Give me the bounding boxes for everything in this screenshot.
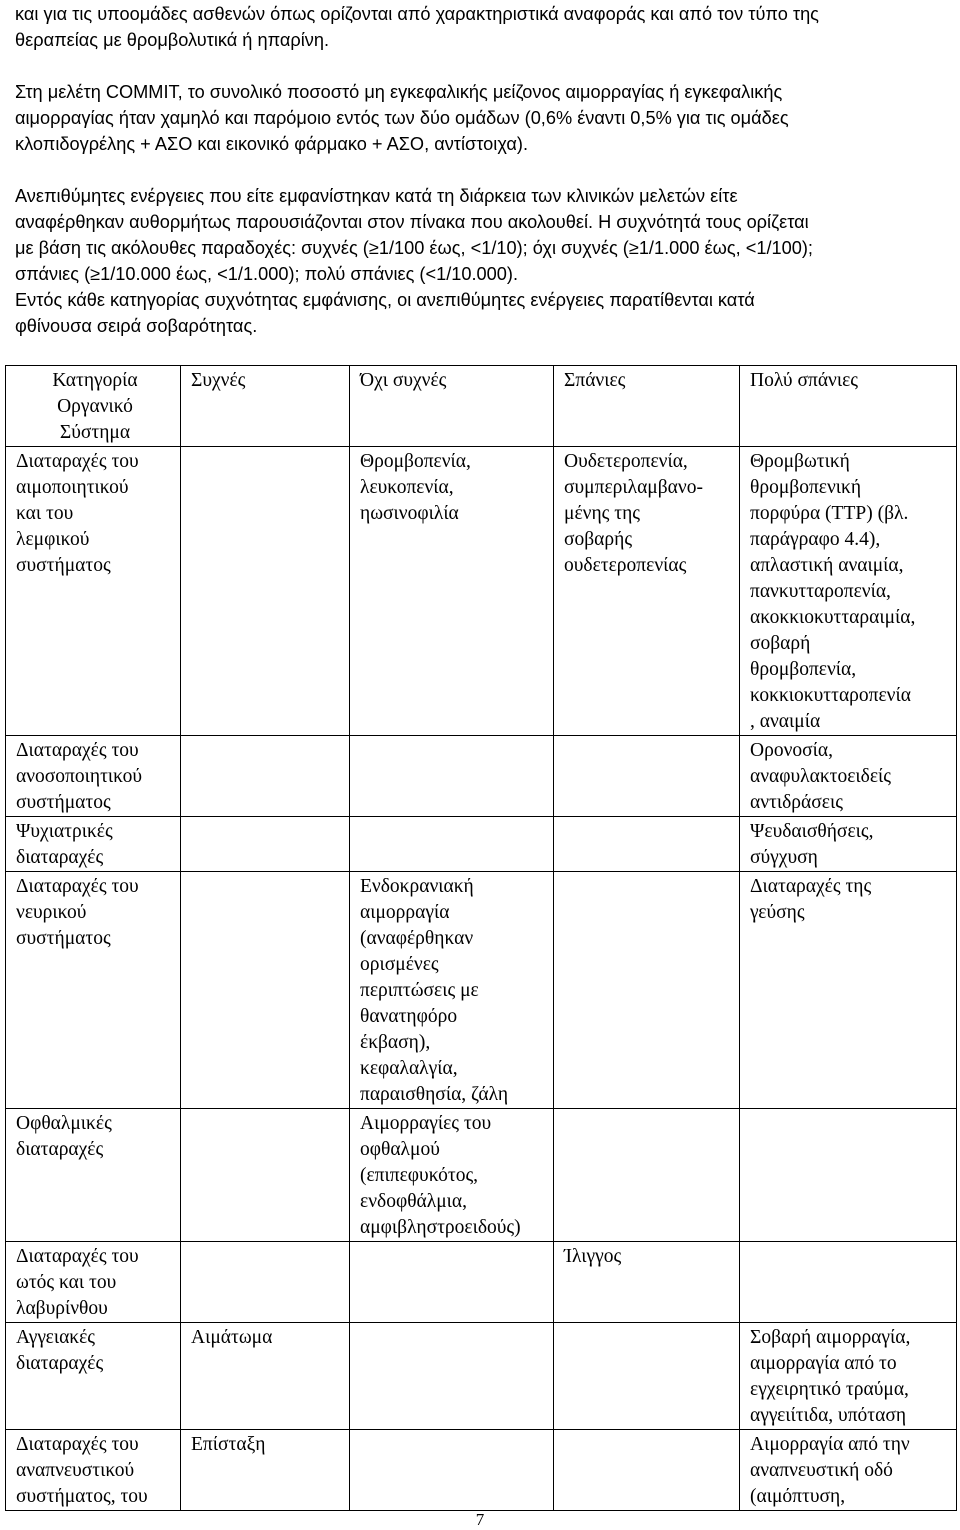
text-line: Ίλιγγος <box>564 1246 622 1267</box>
text-line: πορφύρα (TTP) (βλ. <box>750 503 909 524</box>
text-line: διαταραχές <box>16 1139 104 1160</box>
text-line: εγχειρητικό τραύμα, <box>750 1379 909 1400</box>
text-line: Διαταραχές του <box>16 740 139 761</box>
text-line: αγγειίτιδα, υπόταση <box>750 1405 907 1426</box>
text-line: θεραπείας με θρομβολυτικά ή ηπαρίνη. <box>15 30 330 50</box>
text-line: ενδοφθάλμια, <box>360 1191 468 1212</box>
text-line: Διαταραχές του <box>16 876 139 897</box>
rare-cell <box>554 447 740 736</box>
table-row <box>6 1323 957 1430</box>
very-rare-cell <box>740 1242 957 1323</box>
commit-study-paragraph <box>15 79 950 157</box>
common-cell <box>181 1430 350 1511</box>
very-rare-cell <box>740 872 957 1109</box>
header-organ-system <box>6 366 181 447</box>
text-line: Διαταραχές του <box>16 1434 139 1455</box>
adverse-reactions-table <box>5 365 957 1511</box>
text-line: Ορονοσία, <box>750 740 833 761</box>
text-line: συστήματος <box>16 792 111 813</box>
text-line: ουδετεροπενίας <box>564 555 687 576</box>
text-line: Ενδοκρανιακή <box>360 876 474 897</box>
text-line: σοβαρής <box>564 529 633 550</box>
text-line: ακοκκιοκυτταραιμία, <box>750 607 916 628</box>
very-rare-cell <box>740 1323 957 1430</box>
text-line: σπάνιες (≥1/10.000 έως, <1/1.000); πολύ σπάνιες (<1/10.000). <box>15 264 519 284</box>
text-line: Συχνές <box>191 370 246 391</box>
text-line: διαταραχές <box>16 1353 104 1374</box>
organ-system-cell <box>6 447 181 736</box>
text-line: Αιμορραγίες του <box>360 1113 492 1134</box>
text-line: (επιπεφυκότος, <box>360 1165 479 1186</box>
common-cell <box>181 1323 350 1430</box>
common-cell <box>181 736 350 817</box>
organ-system-cell <box>6 1323 181 1430</box>
text-line: σύγχυση <box>750 847 818 868</box>
text-line: λευκοπενία, <box>360 477 454 498</box>
severity-order-paragraph <box>15 287 950 339</box>
text-line: ανοσοποιητικού <box>16 766 142 787</box>
common-cell <box>181 1109 350 1242</box>
text-line: αιμορραγίας ήταν χαμηλό και παρόμοιο εντός των δύο ομάδων (0,6% έναντι 0,5% για τις ομάδες <box>15 108 789 128</box>
text-line: περιπτώσεις με <box>360 980 479 1001</box>
text-line: αναφυλακτοειδείς <box>750 766 892 787</box>
text-line: Στη μελέτη COMMIT, το συνολικό ποσοστό μη εγκεφαλικής μείζονος αιμορραγίας ή εγκεφαλικής <box>15 82 783 102</box>
uncommon-cell <box>350 872 554 1109</box>
text-line: Σπάνιες <box>564 370 626 391</box>
common-cell <box>181 1242 350 1323</box>
text-line: Ψευδαισθήσεις, <box>750 821 874 842</box>
text-line: αιμοποιητικού <box>16 477 129 498</box>
text-line: Θρομβωτική <box>750 451 850 472</box>
text-line: και του <box>16 503 74 524</box>
text-line: αναπνευστική οδό <box>750 1460 893 1481</box>
rare-cell <box>554 872 740 1109</box>
text-line: έκβαση), <box>360 1032 431 1053</box>
text-line: θρομβοπενική <box>750 477 862 498</box>
text-line: ηωσινοφιλία <box>360 503 459 524</box>
text-line: με βάση τις ακόλουθες παραδοχές: συχνές (≥1/100 έως, <1/10); όχι συχνές (≥1/1.000 έως, <1/100); <box>15 238 813 258</box>
rare-cell <box>554 1242 740 1323</box>
common-cell <box>181 447 350 736</box>
text-line: Οφθαλμικές <box>16 1113 112 1134</box>
text-line: λεμφικού <box>16 529 90 550</box>
text-line: Αιμάτωμα <box>191 1327 273 1348</box>
text-line: σοβαρή <box>750 633 811 654</box>
header-uncommon <box>350 366 554 447</box>
text-line: Αιμορραγία από την <box>750 1434 910 1455</box>
organ-system-cell <box>6 872 181 1109</box>
rare-cell <box>554 1430 740 1511</box>
text-line: θανατηφόρο <box>360 1006 458 1027</box>
intro-paragraph <box>15 1 950 53</box>
rare-cell <box>554 1323 740 1430</box>
header-rare <box>554 366 740 447</box>
text-line: αντιδράσεις <box>750 792 843 813</box>
text-line: Πολύ σπάνιες <box>750 370 859 391</box>
text-line: Ψυχιατρικές <box>16 821 113 842</box>
text-line: παράγραφο 4.4), <box>750 529 881 550</box>
organ-system-cell <box>6 817 181 872</box>
text-line: διαταραχές <box>16 847 104 868</box>
rare-cell <box>554 736 740 817</box>
table-row <box>6 1109 957 1242</box>
text-line: απλαστική αναιμία, <box>750 555 904 576</box>
text-line: πανκυτταροπενία, <box>750 581 891 602</box>
text-line: αμφιβληστροειδούς) <box>360 1217 521 1238</box>
text-line: Επίσταξη <box>191 1434 266 1455</box>
frequency-definition-paragraph <box>15 183 950 287</box>
common-cell <box>181 817 350 872</box>
table-row <box>6 736 957 817</box>
text-line: ορισμένες <box>360 954 439 975</box>
text-line: , αναιμία <box>750 711 821 732</box>
text-line: Σοβαρή αιμορραγία, <box>750 1327 911 1348</box>
organ-system-cell <box>6 1109 181 1242</box>
organ-system-cell <box>6 736 181 817</box>
organ-system-cell <box>6 1242 181 1323</box>
uncommon-cell <box>350 1109 554 1242</box>
text-line: Ανεπιθύμητες ενέργειες που είτε εμφανίστηκαν κατά τη διάρκεια των κλινικών μελετών είτε <box>15 186 738 206</box>
text-line: Εντός κάθε κατηγορίας συχνότητας εμφάνισης, οι ανεπιθύμητες ενέργειες παρατίθενται κατά <box>15 290 755 310</box>
very-rare-cell <box>740 1430 957 1511</box>
text-line: λαβυρίνθου <box>16 1298 108 1319</box>
text-line: (αιμόπτυση, <box>750 1486 846 1507</box>
text-line: Σύστημα <box>59 422 131 443</box>
text-line: Οργανικό <box>57 396 133 417</box>
text-line: συμπεριλαμβανο- <box>564 477 703 498</box>
text-line: Ουδετεροπενία, <box>564 451 688 472</box>
adverse-reactions-table-body <box>6 366 957 1511</box>
common-cell <box>181 872 350 1109</box>
text-line: συστήματος <box>16 928 111 949</box>
text-line: κοκκιοκυτταροπενία <box>750 685 911 706</box>
text-line: και για τις υποομάδες ασθενών όπως ορίζονται από χαρακτηριστικά αναφοράς και από τον τύπο της <box>15 4 819 24</box>
table-header-row <box>6 366 957 447</box>
uncommon-cell <box>350 1323 554 1430</box>
text-line: νευρικού <box>16 902 87 923</box>
table-row <box>6 1242 957 1323</box>
text-line: κεφαλαλγία, <box>360 1058 458 1079</box>
text-line: Διαταραχές του <box>16 451 139 472</box>
very-rare-cell <box>740 447 957 736</box>
table-row <box>6 872 957 1109</box>
text-line: οφθαλμού <box>360 1139 440 1160</box>
table-row <box>6 447 957 736</box>
very-rare-cell <box>740 817 957 872</box>
header-very-rare <box>740 366 957 447</box>
text-line: Κατηγορία <box>52 370 138 391</box>
rare-cell <box>554 1109 740 1242</box>
text-line: αιμορραγία από το <box>750 1353 897 1374</box>
text-line: παραισθησία, ζάλη <box>360 1084 509 1105</box>
text-line: γεύσης <box>750 902 805 923</box>
very-rare-cell <box>740 736 957 817</box>
rare-cell <box>554 817 740 872</box>
text-line: Αγγειακές <box>16 1327 96 1348</box>
table-row <box>6 817 957 872</box>
text-line: φθίνουσα σειρά σοβαρότητας. <box>15 316 258 336</box>
table-row <box>6 1430 957 1511</box>
text-line: συστήματος, του <box>16 1486 148 1507</box>
header-common <box>181 366 350 447</box>
text-line: αιμορραγία <box>360 902 450 923</box>
very-rare-cell <box>740 1109 957 1242</box>
text-line: Διαταραχές του <box>16 1246 139 1267</box>
text-line: μένης της <box>564 503 641 524</box>
text-line: αναπνευστικού <box>16 1460 135 1481</box>
organ-system-cell <box>6 1430 181 1511</box>
text-line: Όχι συχνές <box>360 370 447 391</box>
text-line: θρομβοπενία, <box>750 659 857 680</box>
text-line: Διαταραχές της <box>750 876 872 897</box>
uncommon-cell <box>350 447 554 736</box>
uncommon-cell <box>350 736 554 817</box>
text-line: (αναφέρθηκαν <box>360 928 474 949</box>
uncommon-cell <box>350 1430 554 1511</box>
uncommon-cell <box>350 817 554 872</box>
text-line: Θρομβοπενία, <box>360 451 471 472</box>
text-line: συστήματος <box>16 555 111 576</box>
text-line: αναφέρθηκαν αυθορμήτως παρουσιάζονται στον πίνακα που ακολουθεί. Η συχνότητά τους ορίζεται <box>15 212 809 232</box>
text-line: ωτός και του <box>16 1272 117 1293</box>
text-line: κλοπιδογρέλης + ΑΣΟ και εικονικό φάρμακο + ΑΣΟ, αντίστοιχα). <box>15 134 529 154</box>
uncommon-cell <box>350 1242 554 1323</box>
page-number: 7 <box>475 1510 485 1529</box>
